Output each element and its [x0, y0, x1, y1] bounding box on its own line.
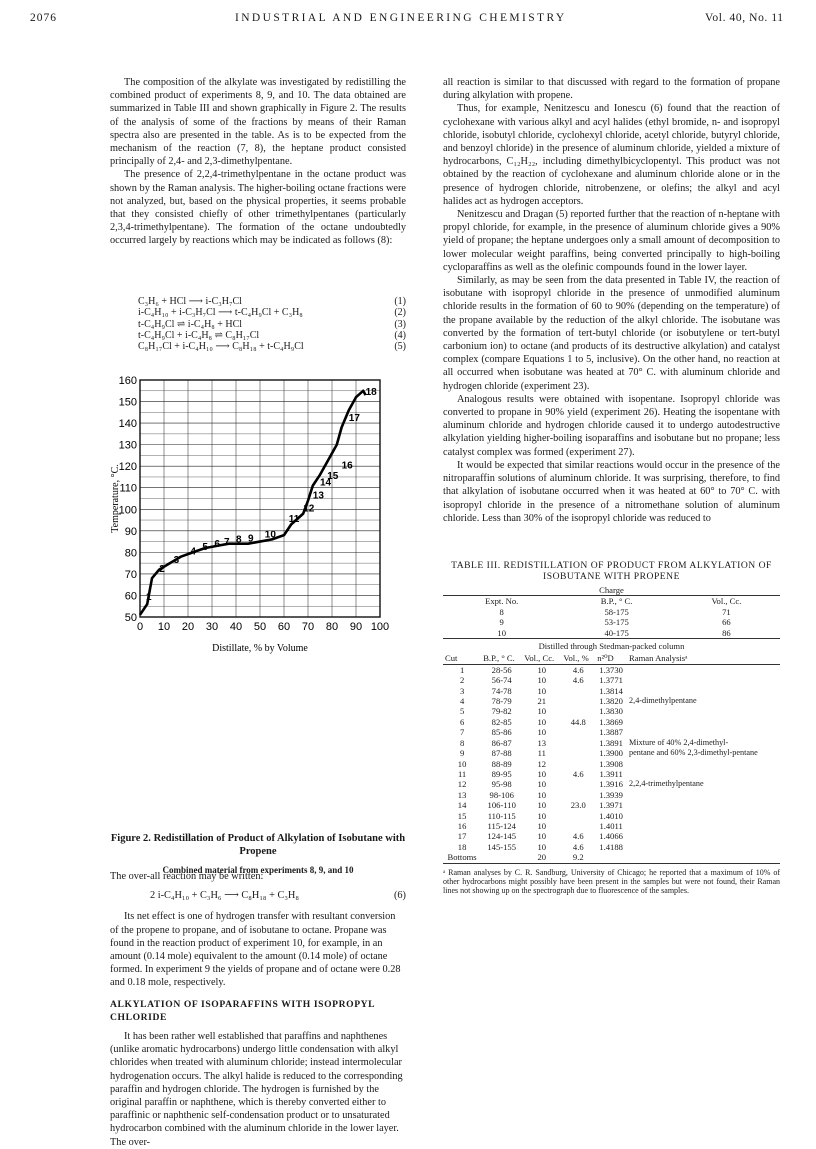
table-cell: [627, 842, 780, 852]
table-cell: 5: [459, 706, 465, 717]
cut-number-label: 1: [146, 591, 152, 603]
cut-number-label: 3: [173, 555, 180, 567]
column-header: Expt. No.: [485, 596, 519, 607]
x-tick-label: 70: [301, 621, 315, 633]
column-header: Vol., %: [563, 653, 589, 664]
table-cell: Mixture of 40% 2,4-dimethyl-: [629, 737, 729, 747]
paragraph: It would be expected that similar reactions would occur in the presence of the nitroparaffin solutions of aluminum chloride. It was surprising, therefore, to find that alkylation of isobutane occurred when it was heated at 60° to 70° C. with isopropyl chloride in the presence of a nitromethane solution of aluminum chloride. Less than 30% of the isopropyl chloride was reduced to: [443, 459, 780, 524]
reaction-equations: [138, 296, 406, 352]
y-tick-label: 100: [118, 504, 137, 517]
table-cell: 1.3771: [599, 675, 623, 686]
equation-number: (4): [394, 329, 406, 341]
paragraph: The composition of the alkylate was investigated by redistilling the combined product of experiments 8, 9, and 10. The data obtained are summarized in Table III and shown graphically in Figure 2. The results of the analysis of some of the fractions by means of their Raman spectra also are presented in the table. As is to be expected from the mechanism of the reaction (7, 8), the heptane product consisted principally of 2,4- and 2,3-dimethylpentane.: [110, 77, 406, 168]
table-cell: [595, 852, 627, 863]
table-row: [443, 727, 780, 737]
charge-label: Charge: [599, 585, 624, 595]
table-cell: 1.3900: [599, 748, 623, 759]
table-cell: 6: [459, 716, 465, 727]
equation-text: t-C₄H₉Cl + i-C₄H₈ ⇌ C₈H₁₇Cl: [138, 329, 260, 341]
figure-number: Figure 2.: [110, 833, 151, 844]
table-cell: 11: [537, 748, 546, 759]
table-cell: 9: [499, 617, 504, 628]
table-row: [443, 800, 780, 810]
table-cell: 28-56: [491, 664, 512, 675]
table-row: [443, 628, 780, 639]
table-cell: 85-86: [491, 727, 512, 738]
charge-rows: [443, 607, 780, 639]
column-header: n²⁰D: [597, 653, 614, 664]
cut-number-label: 18: [365, 387, 377, 399]
table-cell: 20: [537, 852, 547, 863]
table-header-row: [443, 653, 780, 664]
cut-number-label: 11: [288, 514, 300, 526]
table-row: [443, 675, 780, 685]
table-title: TABLE III. REDISTILLATION OF PRODUCT FROM ALKYLATION OF ISOBUTANE WITH PROPENE: [451, 560, 772, 582]
table-cell: 88-89: [491, 758, 512, 769]
distilled-note: Distilled through Stedman-packed column: [538, 641, 685, 652]
paragraph: It has been rather well established that paraffins and naphthenes (unlike aromatic hydrocarbons) undergo little condensation with alkyl chlorides when treated with aluminum chloride; instead intermolecular hydrogenation occurs. The alkyl halide is reduced to the corresponding paraffin and hydrogen chloride. The hydrogen is furnished by the original paraffin or naphthene, which is thereby converted either to paraffinic or naphthenic self-condensation product or to unsaturated hydrocarbon combined with the aluminum chloride in the lower layer. The over-: [110, 1031, 403, 1148]
table-cell: Bottoms: [447, 852, 477, 863]
column-header: B.P., ° C.: [483, 653, 515, 664]
table-cell: [627, 800, 780, 810]
table-cell: 7: [459, 727, 465, 738]
table-row: [443, 617, 780, 627]
table-cell: 4.6: [572, 841, 584, 852]
table-cell: 10: [537, 779, 547, 790]
paragraph: Similarly, as may be seen from the data presented in Table IV, the reaction of isobutane with isopropyl chloride in the presence of unmodified aluminum chloride results in the formation of 60 to 90% (depending on the temperature) of the propane available by the reduction of the alkyl chloride. The isobutane was converted by the formation of tert-butyl chloride (or isobutylene or tert-butyl carbonium ion) to octane (and products of its destructive alkylation) and catalyst complex (compare Equations 1 to 5, inclusive). On the other hand, no reaction at all occurred when isobutane was heated at 70° C. with aluminum chloride and hydrogen chloride (experiment 23).: [443, 275, 780, 392]
table-cell: [561, 779, 595, 789]
table-cell: 53-175: [604, 617, 629, 628]
figure-2-chart: [110, 372, 406, 832]
y-tick-label: 130: [118, 439, 137, 452]
y-tick-label: 120: [118, 461, 137, 474]
table-cell: [561, 706, 595, 716]
cut-number-label: 10: [264, 529, 276, 541]
table-cell: 2: [459, 675, 465, 686]
table-row: [443, 607, 780, 617]
column-header: B.P., ° C.: [600, 596, 633, 607]
table-cell: 1.4011: [599, 820, 623, 831]
x-tick-label: 40: [229, 621, 243, 633]
column-header: Vol., Cc.: [524, 653, 555, 664]
y-tick-label: 70: [124, 568, 137, 581]
table-cell: [627, 664, 780, 675]
table-cell: 10: [537, 675, 547, 686]
table-row: [443, 779, 780, 789]
paragraph: The presence of 2,2,4-trimethylpentane in the octane product was shown by the Raman analysis. The higher-boiling octane fractions were not analyzed, but, based on the physical properties, it seems probable that they consisted chiefly of other trimethylpentanes (particularly 2,3,4-trimethylpentane). The formation of the octane undoubtedly occurred largely by reactions which may be indicated as follows (8):: [110, 169, 406, 247]
table-cell: [561, 696, 595, 706]
table-row: [443, 852, 780, 863]
table-cell: [627, 717, 780, 727]
table-cell: [627, 686, 780, 696]
cut-number-label: 12: [303, 503, 315, 515]
column-header: Cut: [445, 653, 458, 664]
table-cell: 86-87: [491, 737, 512, 748]
cut-number-label: 7: [224, 536, 230, 548]
table-cell: 78-79: [491, 696, 512, 707]
table-row: [443, 831, 780, 841]
table-header-row: [443, 596, 780, 607]
table-cell: [627, 831, 780, 841]
equation: [138, 307, 406, 318]
table-cell: 4.6: [572, 664, 584, 675]
table-cell: 10: [537, 716, 547, 727]
table-cell: 106-110: [487, 800, 516, 811]
table-row: [443, 769, 780, 779]
table-cell: 1.3908: [599, 758, 623, 769]
table-cell: [481, 852, 522, 863]
table-cell: 1.3814: [599, 685, 623, 696]
table-cell: [627, 811, 780, 821]
table-cell: 4.6: [572, 675, 584, 686]
cuts-table: [443, 653, 780, 863]
figure-title: Redistillation of Product of Alkylation of Isobutane with Propene: [153, 833, 406, 857]
table-cell: [627, 759, 780, 769]
equation-text: 2 i-C₄H₁₀ + C₃H₆ ⟶ C₈H₁₈ + C₃H₈: [150, 890, 299, 902]
y-tick-label: 50: [124, 612, 137, 624]
table-cell: 8: [499, 606, 504, 617]
table-cell: [561, 811, 595, 821]
table-cell: 1.3820: [599, 696, 623, 707]
table-cell: 89-95: [491, 768, 512, 779]
x-tick-label: 0: [136, 621, 144, 633]
table-cell: 10: [537, 685, 547, 696]
table-cell: 1.3916: [599, 779, 623, 790]
cut-number-label: 2: [159, 563, 165, 575]
table-row: [443, 811, 780, 821]
table-cell: 14: [457, 800, 467, 811]
table-row: [443, 790, 780, 800]
cut-rows: [443, 664, 780, 863]
table-cell: 87-88: [491, 748, 512, 759]
table-cell: 124-145: [487, 831, 517, 842]
table-cell: 10: [457, 758, 467, 769]
table-cell: [561, 790, 595, 800]
table-cell: 13: [457, 789, 467, 800]
table-cell: 58-175: [604, 606, 629, 617]
y-tick-label: 140: [118, 418, 137, 431]
figure-caption-title: [110, 832, 406, 858]
section-heading: ALKYLATION OF ISOPARAFFINS WITH ISOPROPYL CHLORIDE: [110, 998, 375, 1023]
table-cell: 71: [722, 606, 731, 617]
table-cell: 17: [457, 831, 467, 842]
x-tick-label: 20: [181, 621, 195, 633]
paragraph: Thus, for example, Nenitzescu and Ionescu (6) found that the reaction of cyclohexane with various alkyl and acyl halides (ethyl bromide, n- and isopropyl chloride, isobutyl chloride, cyclohexyl chloride, acetyl chloride, butyryl chloride, and benzoyl chloride) in the presence of aluminum chloride, yielded a mixture of hydrocarbons, C₁₂H₂₂, including dimethylbicyclopentyl. This product was not obtained by the reaction of cyclohexane and aluminum chloride alone or in the presence of hydrogen chloride, nitrobenzene, or olefins; the alkyl and acyl halides act as hydrogen acceptors.: [443, 103, 780, 207]
table-cell: 9.2: [572, 852, 584, 863]
equation: [138, 341, 406, 352]
table-cell: 74-78: [491, 685, 512, 696]
table-cell: 98-106: [489, 789, 514, 800]
equation-number: (6): [393, 890, 406, 902]
table-cell: 10: [537, 800, 547, 811]
table-cell: 3: [459, 685, 465, 696]
table-row: [443, 842, 780, 852]
equation-number: (5): [394, 341, 406, 353]
table-cell: [627, 821, 780, 831]
equation: [150, 889, 406, 902]
equation-text: C₃H₆ + HCl ⟶ i-C₃H₇Cl: [138, 296, 242, 307]
x-tick-label: 80: [325, 621, 339, 633]
table-cell: 44.8: [570, 716, 586, 727]
journal-title: INDUSTRIAL AND ENGINEERING CHEMISTRY: [235, 12, 567, 24]
paragraph: The over-all reaction may be written:: [110, 871, 264, 882]
left-column: [110, 76, 406, 248]
equation-number: (2): [394, 307, 406, 319]
table-cell: 1.3911: [599, 768, 623, 779]
table-cell: 79-82: [491, 706, 512, 717]
page-number: 2076: [30, 12, 57, 24]
table-cell: 12: [457, 779, 467, 790]
table-cell: 10: [537, 706, 547, 717]
cut-number-label: 4: [190, 546, 196, 558]
paragraph: Nenitzescu and Dragan (5) reported further that the reaction of n-heptane with propyl chloride, for example, in the presence of aluminum chloride gives a 90% yield of propane; the heptane undergoes only a small amount of decomposition to lower molecular weight paraffins, being converted principally to high-boiling cycloparaffins as well as the olefinic compounds found in the lower layer.: [443, 209, 780, 273]
table-cell: [561, 738, 595, 748]
cut-number-label: 15: [327, 471, 339, 483]
table-cell: [627, 790, 780, 800]
table-cell: 15: [457, 810, 467, 821]
table-cell: 1.3869: [599, 716, 623, 727]
x-tick-label: 30: [205, 621, 219, 633]
table-cell: 4.6: [572, 768, 584, 779]
figure-subtitle: Combined material from experiments 8, 9, and 10: [162, 865, 354, 875]
x-tick-label: 10: [157, 621, 171, 633]
table-iii: [443, 560, 780, 896]
table-cell: [561, 821, 595, 831]
table-cell: 1: [459, 664, 465, 675]
paragraph: all reaction is similar to that discussed with regard to the formation of propane during alkylation with propene.: [443, 77, 780, 102]
paragraph: Its net effect is one of hydrogen transfer with resultant conversion of the propene to propane, and of isobutane to octane. Propane was found in the reaction product of experiment 10, for example, in an amount (0.14 mole) equivalent to the amount (0.14 mole) of octane formed. In experiment 9 the yields of propane and of octane were 0.28 and 0.18 mole, respectively.: [110, 911, 401, 989]
table-cell: 9: [459, 748, 465, 759]
table-cell: 1.3971: [599, 800, 623, 811]
table-cell: 21: [537, 696, 547, 707]
table-cell: 115-124: [487, 820, 516, 831]
page-header: [0, 0, 816, 34]
table-row: [443, 821, 780, 831]
y-tick-label: 160: [118, 375, 137, 387]
table-cell: [561, 686, 595, 696]
y-axis-label: Temperature, °C.: [110, 464, 121, 533]
equation-text: C₈H₁₇Cl + i-C₄H₁₀ ⟶ C₈H₁₈ + t-C₄H₉Cl: [138, 341, 304, 353]
table-cell: 4: [459, 696, 465, 707]
cut-number-label: 17: [348, 412, 360, 424]
cut-number-label: 14: [320, 477, 332, 489]
table-cell: 18: [457, 841, 467, 852]
right-column: [443, 76, 780, 525]
y-tick-label: 110: [119, 482, 137, 495]
table-cell: 1.4010: [599, 810, 623, 821]
table-cell: 10: [537, 841, 547, 852]
volume-issue: Vol. 40, No. 11: [705, 12, 784, 24]
x-axis-label: Distillate, % by Volume: [212, 643, 308, 654]
table-cell: 145-155: [487, 841, 517, 852]
equation: [138, 296, 406, 307]
table-cell: 10: [497, 627, 506, 638]
equation: [138, 319, 406, 330]
table-cell: 11: [457, 768, 467, 779]
table-cell: 13: [537, 737, 547, 748]
table-cell: 10: [537, 820, 547, 831]
table-cell: 1.3887: [599, 727, 623, 738]
table-cell: 1.3939: [599, 789, 623, 800]
table-cell: 56-74: [491, 675, 512, 686]
table-cell: [561, 759, 595, 769]
x-tick-label: 50: [253, 621, 267, 633]
y-tick-label: 150: [118, 396, 137, 409]
table-cell: 1.4066: [599, 831, 623, 842]
table-cell: 1.3891: [599, 737, 623, 748]
x-tick-label: 60: [277, 621, 291, 633]
table-row: [443, 717, 780, 727]
table-footnote: ᵃ Raman analyses by C. R. Sandburg, University of Chicago; he reported that a maximum of 10% of other hydrocarbons might possibly have been present in the samples but were not found, their Raman lines not showing up on the spectrograph due to fluorescence of the samples.: [443, 867, 780, 896]
table-cell: 2,2,4-trimethylpentane: [629, 779, 704, 789]
table-cell: 1.3730: [599, 664, 623, 675]
table-cell: 10: [537, 789, 547, 800]
table-row: [443, 738, 780, 748]
table-cell: 10: [537, 768, 547, 779]
charge-table: [443, 595, 780, 639]
table-cell: [561, 748, 595, 758]
table-cell: 95-98: [491, 779, 512, 790]
table-cell: 10: [537, 727, 547, 738]
equation-number: (1): [394, 296, 406, 307]
table-cell: 12: [537, 758, 547, 769]
table-cell: 1.3830: [599, 706, 623, 717]
y-tick-label: 80: [124, 547, 137, 560]
table-cell: 10: [537, 831, 547, 842]
table-cell: [627, 706, 780, 716]
table-cell: 2,4-dimethylpentane: [629, 696, 697, 706]
equation-text: i-C₄H₁₀ + i-C₃H₇Cl ⟶ t-C₄H₉Cl + C₃H₈: [138, 307, 303, 319]
x-tick-label: 100: [370, 621, 390, 633]
equation-number: (3): [394, 318, 406, 330]
table-cell: 66: [722, 617, 731, 628]
overall-reaction-section: [110, 870, 406, 1149]
equation-text: t-C₄H₉Cl ⇌ i-C₄H₈ + HCl: [138, 318, 243, 330]
x-tick-label: 90: [349, 621, 363, 633]
table-row: [443, 696, 780, 706]
table-cell: 10: [537, 810, 547, 821]
y-tick-label: 60: [124, 590, 137, 603]
table-row: [443, 748, 780, 758]
cut-number-label: 13: [312, 490, 324, 502]
table-cell: 8: [459, 737, 465, 748]
table-cell: [627, 769, 780, 779]
table-cell: 10: [537, 664, 547, 675]
cut-number-label: 5: [202, 542, 208, 554]
cut-number-label: 8: [236, 534, 242, 546]
equation: [138, 330, 406, 341]
column-header: Vol., Cc.: [711, 596, 742, 607]
cut-number-label: 16: [341, 460, 353, 472]
table-cell: 23.0: [570, 800, 586, 811]
y-tick-label: 90: [124, 525, 137, 538]
table-cell: [561, 727, 595, 737]
column-header: Raman Analysisᵃ: [629, 653, 688, 664]
cut-number-label: 6: [214, 538, 220, 550]
table-row: [443, 759, 780, 769]
table-cell: 86: [722, 627, 731, 638]
table-cell: [627, 852, 780, 863]
cut-number-label: 9: [248, 533, 254, 545]
table-cell: 4.6: [572, 831, 584, 842]
table-cell: 16: [457, 820, 467, 831]
table-cell: 1.4188: [599, 841, 623, 852]
table-cell: 40-175: [604, 627, 629, 638]
table-cell: [627, 727, 780, 737]
paragraph: Analogous results were obtained with isopentane. Isopropyl chloride was converted to propane in 90% yield (experiment 26). Heating the isopentane with aluminum chloride and hydrogen chloride caused it to undergo autodestructive alkylation yielding higher-boiling isoparaffins and isobutane but no propane; less catalyst complex was formed (experiment 27).: [443, 393, 780, 458]
distillation-curve-svg: [110, 372, 406, 827]
table-cell: pentane and 60% 2,3-dimethyl-pentane: [629, 748, 758, 758]
table-cell: 110-115: [487, 810, 516, 821]
table-row: [443, 686, 780, 696]
table-row: [443, 664, 780, 675]
table-row: [443, 706, 780, 716]
table-cell: 82-85: [491, 716, 512, 727]
table-cell: [627, 675, 780, 685]
